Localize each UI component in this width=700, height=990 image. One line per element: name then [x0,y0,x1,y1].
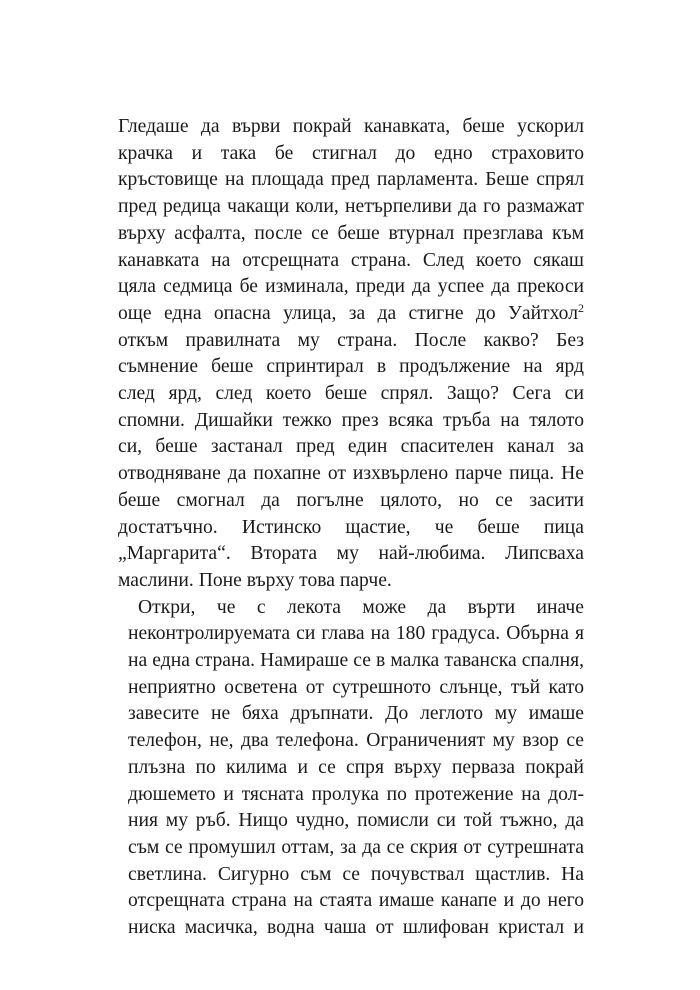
text-line: цяла седмица бе изминала, преди да успее да прекоси [118,276,584,298]
text-line: крачка и така бе стигнал до едно страховито [118,142,584,164]
text-line: маслини. Поне върху това парче. [118,569,392,591]
text-line: ниска масичка, водна чаша от шлифован кристал и [128,917,584,939]
text-line: спомни. Дишайки тежко през всяка тръба на тялото [118,409,584,431]
book-page-text [118,114,584,942]
text-line: съм се промушил оттам, за да се скрия от сутрешната [128,836,584,858]
text-line-body: още една опасна улица, за да стигне до Уайтхол [118,302,578,324]
text-line: канавката на отсрещната страна. След което сякаш [118,249,584,271]
text-line: плъзна по килима и се спря върху перваза покрай [128,756,584,778]
text-line: отсрещната страна на стаята имаше канапе и до него [128,890,584,912]
text-line: Откри, че с лекота може да върти иначе [138,596,584,618]
text-line: беше смогнал да погълне цялото, но се засити [118,489,584,511]
footnote-marker[interactable]: 2 [578,300,584,315]
text-line: пред редица чакащи коли, нетърпеливи да го размажат [118,196,584,218]
text-line: съмнение беше спринтирал в продължение на ярд [118,356,584,378]
text-line: Гледаше да върви покрай канавката, беше ускорил [118,116,584,137]
text-line: телефон, не, два телефона. Ограниченият му взор се [128,730,584,752]
text-line: светлина. Сигурно съм се почувствал щастлив. На [128,863,584,885]
text-line: „Маргарита“. Втората му най-любима. Липсваха [118,543,584,565]
text-line: ния му ръб. Нищо чудно, помисли си той тъжно, да [128,810,584,832]
text-line: на една страна. Намираше се в малка таванска спалня, [128,650,584,672]
text-line: неприятно осветена от сутрешното слънце, тъй като [128,676,584,698]
text-line: върху асфалта, после се беше втурнал презглава към [118,222,584,244]
text-line-with-footnote [118,301,584,328]
text-line: неконтролируемата си глава на 180 градуса. Обърна я [128,623,584,645]
text-line: кръстовище на площада пред парламента. Беше спрял [118,169,584,191]
paragraph-2 [118,595,584,942]
text-line: отводняване да похапне от изхвърлено парче пица. Не [118,463,584,485]
text-line: си, беше застанал пред един спасителен канал за [118,436,584,458]
text-line: откъм правилната му страна. После какво? Без [118,329,584,351]
paragraph-1 [118,114,584,595]
text-line: след ярд, след което беше спрял. Защо? Сега си [118,383,584,405]
text-line: завесите не бяха дръпнати. До леглото му имаше [128,703,584,725]
text-line: достатъчно. Истинско щастие, че беше пица [118,516,584,538]
text-line: дюшемето и тясната пролука по протежение на дол- [128,783,584,805]
